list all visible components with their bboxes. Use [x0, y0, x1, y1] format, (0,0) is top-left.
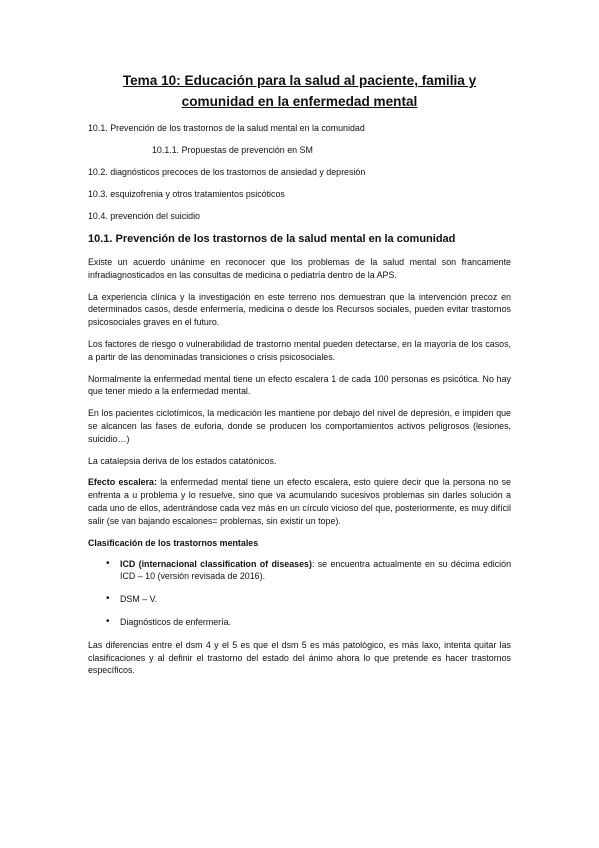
paragraph: Normalmente la enfermedad mental tiene un efecto escalera 1 de cada 100 personas es psicótica. No hay que tener miedo a la enfermedad mental.	[88, 373, 511, 397]
bullet-icon: •	[106, 615, 110, 627]
list-item-text: : se encuentra actualmente en su décima edición ICD – 10 (versión revisada de 2016).	[120, 558, 512, 582]
paragraph: La catalepsia deriva de los estados catatónicos.	[88, 455, 277, 466]
toc-item: 10.3. esquizofrenia y otros tratamientos psicóticos	[88, 189, 285, 199]
toc-item: 10.4. prevención del suicidio	[88, 211, 200, 221]
efecto-escalera-label: Efecto escalera:	[88, 477, 157, 488]
document-title	[88, 70, 511, 112]
efecto-escalera-paragraph	[88, 476, 511, 527]
title-line-2: comunidad en la enfermedad mental	[181, 94, 418, 109]
paragraph: La experiencia clínica y la investigación en este terreno nos demuestran que la intervención precoz en determinados casos, desde enfermería, medicina o desde los Recursos sociales, pueden evitar trastornos psicosociales graves en el futuro.	[88, 291, 511, 328]
paragraph: Los factores de riesgo o vulnerabilidad de trastorno mental pueden detectarse, en la mayoría de los casos, a partir de las denominadas transiciones o crisis psicosociales.	[88, 338, 511, 362]
bullet-icon: •	[106, 557, 110, 569]
paragraph: Existe un acuerdo unánime en reconocer que los problemas de la salud mental son francamente infradiagnosticados en las consultas de medicina o pediatría dentro de la APS.	[88, 257, 511, 280]
table-of-contents	[88, 122, 511, 222]
title-line-1: Tema 10: Educación para la salud al paciente, familia y	[122, 73, 477, 88]
toc-item: 10.2. diagnósticos precoces de los trastornos de ansiedad y depresión	[88, 167, 366, 177]
list-item-text: DSM – V.	[120, 594, 158, 605]
toc-item: 10.1. Prevención de los trastornos de la salud mental en la comunidad	[88, 123, 365, 133]
efecto-escalera-text: la enfermedad mental tiene un efecto escalera, esto quiere decir que la persona no se enfrenta a u problema y lo resuelve, sino que va acumulando sucesivos problemas sin darles solución a cada uno de ellos, adentrándose cada vez más en un círculo vicioso del que, posteriormente, es muy difícil salir (se van bajando escalones= problemas, sin existir un tope).	[88, 477, 511, 526]
bullet-icon: •	[106, 593, 110, 605]
list-item	[88, 616, 511, 629]
list-item-bold: ICD (internacional classification of diseases)	[120, 558, 312, 569]
toc-subitem: 10.1.1. Propuestas de prevención en SM	[152, 145, 313, 155]
list-item-text: Diagnósticos de enfermería.	[120, 616, 231, 627]
closing-paragraph: Las diferencias entre el dsm 4 y el 5 es que el dsm 5 es más patológico, es más laxo, intenta quitar las clasificaciones y al definir el trastorno del estado del ánimo ahora lo que pretende es hacer trastornos específicos.	[88, 639, 511, 676]
paragraph: En los pacientes ciclotímicos, la medicación les mantiene por debajo del nivel de depresión, e impiden que se alcancen las fases de euforia, donde se producen los comportamientos activos peligrosos (lesiones, suicidio…)	[88, 408, 511, 444]
classification-list	[88, 558, 511, 629]
list-item	[88, 558, 511, 584]
list-item	[88, 593, 511, 606]
section-heading: 10.1. Prevención de los trastornos de la salud mental en la comunidad	[88, 233, 456, 245]
classification-heading: Clasificación de los trastornos mentales	[88, 537, 259, 548]
